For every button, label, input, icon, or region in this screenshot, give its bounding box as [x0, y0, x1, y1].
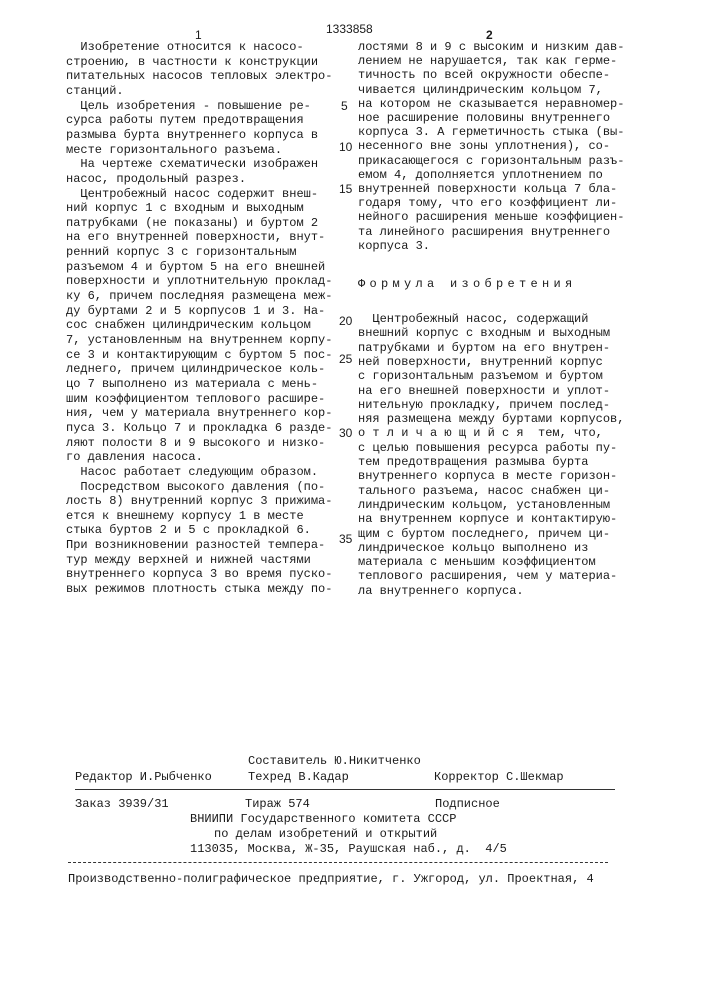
text-line: ется к внешнему корпусу 1 в месте	[66, 509, 304, 523]
text-line: леднего, причем цилиндрическое коль-	[66, 362, 325, 376]
techred: Техред В.Кадар	[248, 770, 349, 784]
text-line: пуса 3. Кольцо 7 и прокладка 6 разде-	[66, 421, 332, 435]
text-line: внешний корпус с входным и выходным	[358, 326, 610, 340]
text-line: ное расширение половины внутреннего	[358, 111, 610, 125]
text-line: с целью повышения ресурса работы пу-	[358, 441, 617, 455]
line-number: 25	[339, 352, 352, 366]
org-line-3: 113035, Москва, Ж-35, Раушская наб., д. 4/5	[190, 842, 507, 856]
text-line: Насос работает следующим образом.	[66, 465, 318, 479]
text-line: ний корпус 1 с входным и выходным	[66, 201, 304, 215]
text-line: При возникновении разностей темпера-	[66, 538, 325, 552]
page-number-left: 1	[195, 28, 202, 42]
text-line: се 3 и контактирующим с буртом 5 пос-	[66, 348, 332, 362]
compiler: Составитель Ю.Никитченко	[248, 754, 421, 768]
text-line: 7, установленным на внутреннем корпу-	[66, 333, 332, 347]
text-line: материала с меньшим коэффициентом	[358, 555, 596, 569]
text-line: Центробежный насос содержит внеш-	[66, 187, 318, 201]
text-line: тур между верхней и нижней частями	[66, 553, 311, 567]
line-number: 30	[339, 426, 352, 440]
text-line: теплового расширения, чем у материа-	[358, 569, 617, 583]
text-line: с горизонтальным разъемом и буртом	[358, 369, 603, 383]
text-line: корпуса 3.	[358, 239, 430, 253]
page-number-right: 2	[486, 28, 493, 42]
text-line: ней поверхности, внутренний корпус	[358, 355, 603, 369]
org-line-1: ВНИИПИ Государственного комитета СССР	[190, 812, 456, 826]
text-line: патрубками (не показаны) и буртом 2	[66, 216, 318, 230]
text-line: внутреннего корпуса 3 во время пуско-	[66, 567, 332, 581]
divider	[75, 789, 615, 790]
text-line: на его внутренней поверхности, внут-	[66, 230, 325, 244]
text-line: тичность по всей окружности обеспе-	[358, 68, 610, 82]
text-line: внутреннего корпуса в месте горизон-	[358, 469, 617, 483]
text-line: вых режимов плотность стыка между по-	[66, 582, 332, 596]
text-line: няя размещена между буртами корпусов,	[358, 412, 624, 426]
order-number: Заказ 3939/31	[75, 797, 169, 811]
text-line: На чертеже схематически изображен	[66, 157, 318, 171]
circulation: Тираж 574	[245, 797, 310, 811]
text-line: поверхности и уплотнительную проклад-	[66, 274, 332, 288]
text-line: сурса работы путем предотвращения	[66, 113, 304, 127]
text-line: шим коэффициентом теплового расшире-	[66, 392, 325, 406]
text-line: на его внешней поверхности и уплот-	[358, 384, 610, 398]
text-line: станций.	[66, 84, 124, 98]
text-line: на котором не сказывается неравномер-	[358, 97, 624, 111]
text-line: корпуса 3. А герметичность стыка (вы-	[358, 125, 624, 139]
editor: Редактор И.Рыбченко	[75, 770, 212, 784]
text-line: на внутреннем корпусе и контактирую-	[358, 512, 617, 526]
text-line: месте горизонтального разъема.	[66, 143, 282, 157]
text-line: нейного расширения меньше коэффициен-	[358, 210, 624, 224]
text-line: о т л и ч а ю щ и й с я тем, что,	[358, 426, 603, 440]
text-line: Цель изобретения - повышение ре-	[66, 99, 311, 113]
text-line: го давления насоса.	[66, 450, 203, 464]
text-line: несенного вне зоны уплотнения), со-	[358, 139, 610, 153]
text-line: Центробежный насос, содержащий	[358, 312, 588, 326]
text-line: емом 4, дополняется уплотнением по	[358, 168, 603, 182]
text-line: Посредством высокого давления (по-	[66, 480, 325, 494]
line-number: 20	[339, 314, 352, 328]
text-line: чивается цилиндрическим кольцом 7,	[358, 83, 603, 97]
dashed-divider	[68, 862, 608, 863]
org-line-2: по делам изобретений и открытий	[214, 827, 437, 841]
line-number: 15	[339, 182, 352, 196]
text-line: сос снабжен цилиндрическим кольцом	[66, 318, 311, 332]
text-line: строению, в частности к конструкции	[66, 55, 318, 69]
text-line: разъемом 4 и буртом 5 на его внешней	[66, 260, 325, 274]
text-line: лость 8) внутренний корпус 3 прижима-	[66, 494, 332, 508]
patent-number: 1333858	[326, 22, 373, 36]
text-line: годаря тому, что его коэффициент ли-	[358, 196, 617, 210]
claims-heading: Формула изобретения	[358, 277, 577, 291]
text-line: линдрическим кольцом, установленным	[358, 498, 610, 512]
text-line: ренний корпус 3 с горизонтальным	[66, 245, 296, 259]
text-line: ляют полости 8 и 9 высокого и низко-	[66, 436, 325, 450]
printer-info: Производственно-полиграфическое предприятие, г. Ужгород, ул. Проектная, 4	[68, 872, 594, 886]
text-line: цо 7 выполнено из материала с мень-	[66, 377, 318, 391]
text-line: та линейного расширения внутреннего	[358, 225, 610, 239]
text-line: внутренней поверхности кольца 7 бла-	[358, 182, 617, 196]
corrector: Корректор С.Шекмар	[434, 770, 564, 784]
text-line: лением не нарушается, так как герме-	[358, 54, 617, 68]
text-line: ла внутреннего корпуса.	[358, 584, 524, 598]
line-number: 10	[339, 140, 352, 154]
text-line: линдрическое кольцо выполнено из	[358, 541, 588, 555]
text-line: размыва бурта внутреннего корпуса в	[66, 128, 318, 142]
text-line: ду буртами 2 и 5 корпусов 1 и 3. На-	[66, 304, 325, 318]
text-line: патрубками и буртом на его внутрен-	[358, 341, 610, 355]
text-line: нительную прокладку, причем послед-	[358, 398, 610, 412]
text-line: питательных насосов тепловых электро-	[66, 69, 332, 83]
line-number: 35	[339, 532, 352, 546]
text-line: тального разъема, насос снабжен ци-	[358, 484, 610, 498]
text-line: лостями 8 и 9 с высоким и низким дав-	[358, 40, 624, 54]
subscription: Подписное	[435, 797, 500, 811]
text-line: насос, продольный разрез.	[66, 172, 246, 186]
text-line: Изобретение относится к насосо-	[66, 40, 304, 54]
text-line: щим с буртом последнего, причем ци-	[358, 527, 610, 541]
text-line: ку 6, причем последняя размещена меж-	[66, 289, 332, 303]
text-line: прикасающегося с горизонтальным разъ-	[358, 154, 624, 168]
line-number: 5	[341, 99, 348, 113]
text-line: ния, чем у материала внутреннего кор-	[66, 406, 332, 420]
text-line: тем предотвращения размыва бурта	[358, 455, 588, 469]
text-line: стыка буртов 2 и 5 с прокладкой 6.	[66, 523, 311, 537]
